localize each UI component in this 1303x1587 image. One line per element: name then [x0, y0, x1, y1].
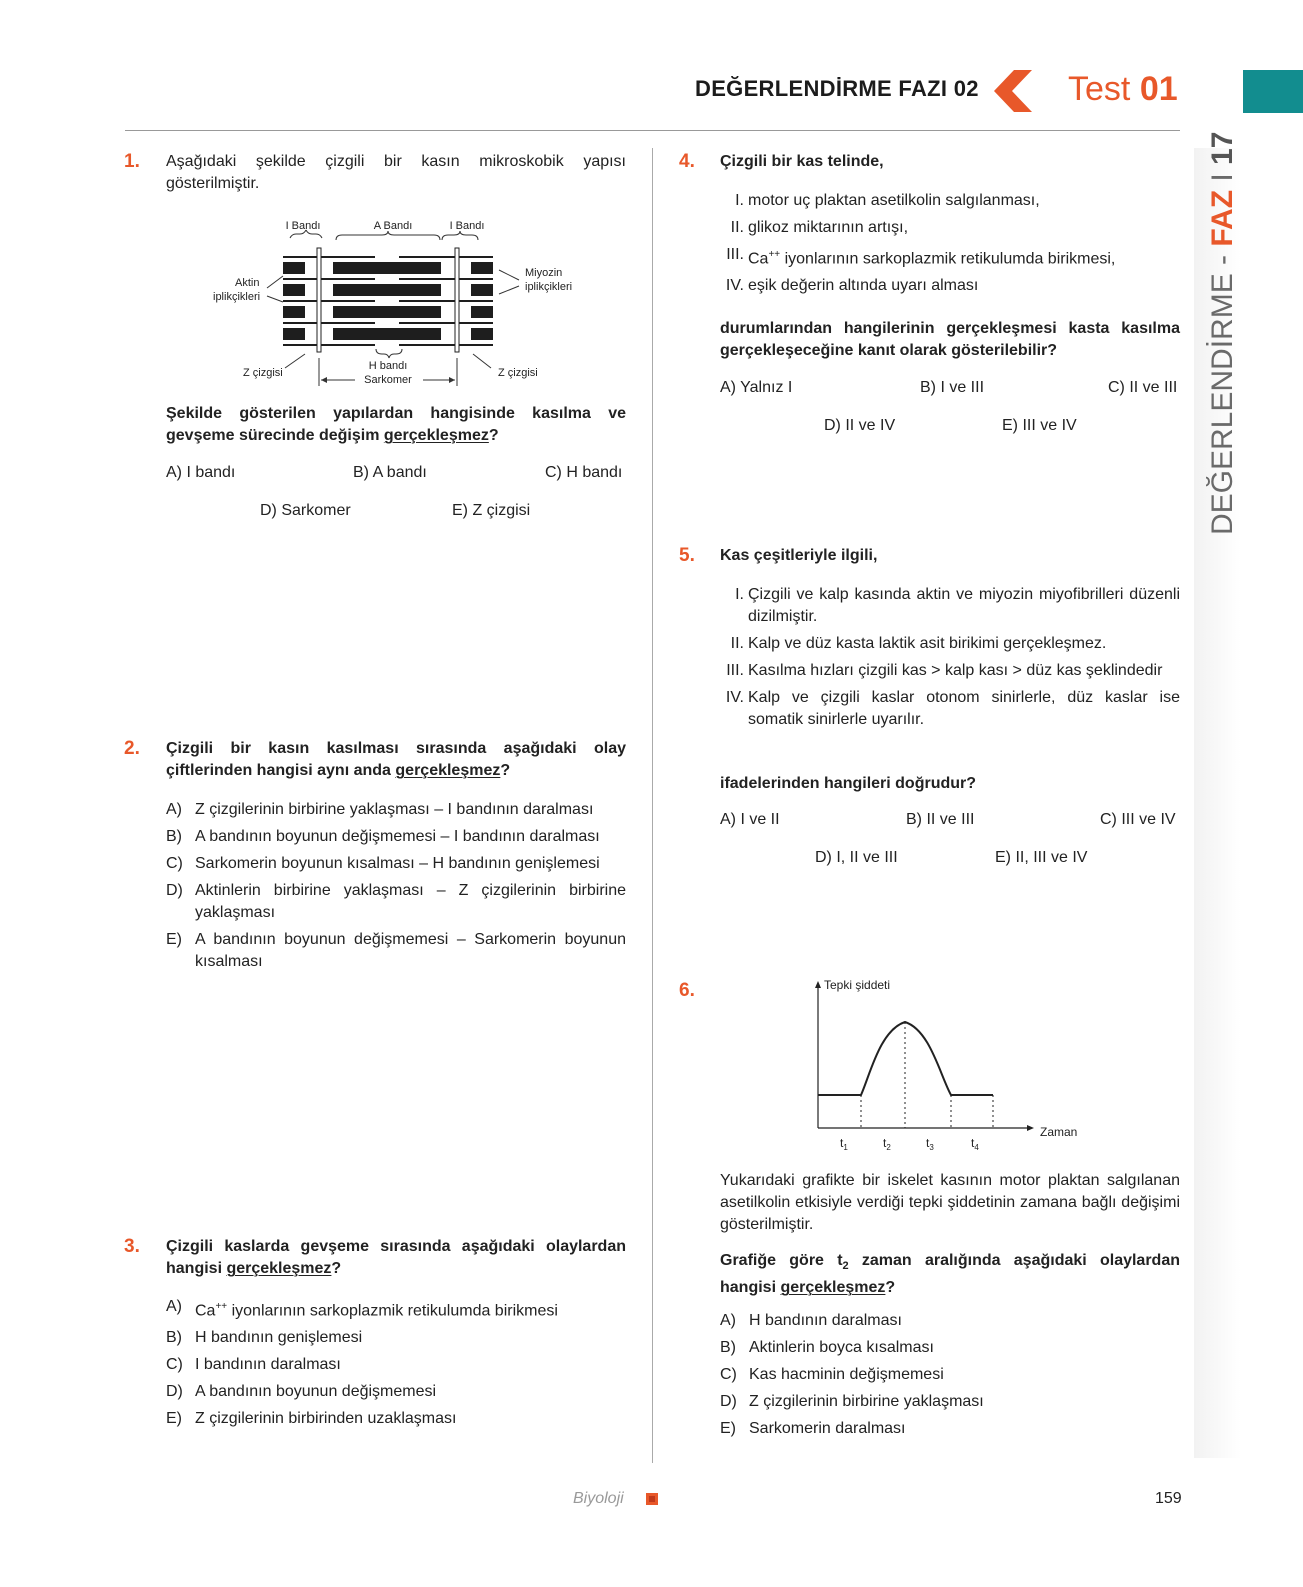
- page-number: 159: [1155, 1490, 1182, 1507]
- option-text-pre: Ca: [195, 1302, 216, 1320]
- option-letter: D): [720, 1393, 737, 1410]
- option-c[interactable]: C) III ve IV: [1100, 811, 1176, 828]
- option-text: A bandının boyunun değişmemesi – Sarkomerin boyunun kısalması: [195, 931, 626, 970]
- statement-text: Çizgili ve kalp kasında aktin ve miyozin miyofibrilleri düzenli dizilmiştir.: [748, 586, 1180, 625]
- statement-item: [720, 244, 1180, 270]
- tick-t4: $t_4$: [971, 1136, 979, 1152]
- question-number: 1.: [124, 151, 140, 172]
- option-letter: A): [720, 1312, 736, 1329]
- option-c[interactable]: [720, 1364, 1180, 1386]
- option-letter: D): [166, 1383, 183, 1401]
- label-miyozin-2: iplikçikleri: [525, 281, 573, 293]
- question-intro: Aşağıdaki şekilde çizgili bir kasın mikroskobik yapısı gösterilmiştir.: [166, 153, 626, 192]
- question-emphasis: gerçekleşmez: [226, 1260, 332, 1277]
- option-e[interactable]: E) III ve IV: [1002, 417, 1077, 434]
- question-text-main: Şekilde gösterilen yapılardan hangisinde kasılma ve gevşeme sürecinde değişim: [166, 405, 626, 444]
- tick-t2: $t_2$: [883, 1136, 891, 1152]
- statement-item: [720, 275, 1180, 297]
- option-letter: E): [720, 1420, 736, 1437]
- graph-y-label: Tepki şiddeti: [824, 978, 891, 992]
- question-text: [720, 1250, 1180, 1299]
- option-text: Z çizgilerinin birbirine yaklaşması – I bandının daralması: [195, 801, 594, 818]
- statement-list: [720, 190, 1180, 302]
- question-text: [166, 1236, 626, 1280]
- option-a[interactable]: [166, 799, 626, 821]
- side-label: [1203, 131, 1243, 535]
- option-d[interactable]: [720, 1391, 1180, 1413]
- option-b[interactable]: B) A bandı: [353, 464, 427, 481]
- tick-t3: $t_3$: [926, 1136, 934, 1152]
- option-e[interactable]: [720, 1418, 1180, 1440]
- question-text: durumlarından hangilerinin gerçekleşmesi kasta kasılma gerçekleşeceğine kanıt olarak gösterilebilir?: [720, 320, 1180, 359]
- option-e[interactable]: [166, 1408, 626, 1430]
- statement-item: [720, 633, 1180, 655]
- statement-text: eşik değerin altında uyarı alması: [748, 277, 979, 295]
- statement-text: motor uç plaktan asetilkolin salgılanması,: [748, 192, 1040, 209]
- statement-text-pre: Ca: [748, 250, 769, 268]
- option-text: Z çizgilerinin birbirine yaklaşması: [749, 1393, 984, 1410]
- option-e[interactable]: [166, 929, 626, 973]
- question-emphasis: gerçekleşmez: [780, 1279, 886, 1297]
- question-number: 3.: [124, 1236, 140, 1257]
- option-letter: E): [166, 931, 182, 948]
- graph-description: Yukarıdaki grafikte bir iskelet kasının motor plaktan salgılanan asetilkolin etkisiyle verdiği tepki şiddetinin zamana bağlı değişimi gösterilmiştir.: [720, 1172, 1180, 1233]
- statement-item: [720, 660, 1180, 682]
- option-a[interactable]: [166, 1296, 626, 1322]
- option-letter: A): [166, 1298, 182, 1315]
- test-label: [1068, 70, 1178, 109]
- option-letter: B): [166, 1329, 182, 1347]
- section-title: DEĞERLENDİRME FAZI 02: [695, 76, 979, 101]
- tick-t1: $t_1$: [840, 1136, 848, 1152]
- label-miyozin-1: Miyozin: [525, 267, 563, 279]
- option-c[interactable]: C) H bandı: [545, 464, 623, 481]
- label-h-band: H bandı: [368, 360, 408, 372]
- sarcomere-diagram: [205, 218, 595, 393]
- option-letter: E): [166, 1410, 182, 1428]
- statement-text: Kalp ve çizgili kaslar otonom sinirlerle, düz kaslar ise somatik sinirlerle uyarılır.: [748, 689, 1180, 728]
- option-e[interactable]: E) II, III ve IV: [995, 849, 1088, 866]
- option-d[interactable]: [166, 880, 626, 924]
- roman-numeral: IV.: [725, 277, 744, 295]
- option-text: Sarkomerin boyunun kısalması – H bandının genişlemesi: [195, 855, 600, 872]
- option-text: I bandının daralması: [195, 1356, 341, 1374]
- option-text: Aktinlerin boyca kısalması: [749, 1339, 934, 1356]
- option-text: A bandının boyunun değişmemesi: [195, 1383, 437, 1401]
- question-number: 2.: [124, 738, 140, 759]
- question-text-a: Grafiğe göre t: [720, 1252, 843, 1269]
- statement-superscript: ++: [768, 249, 781, 260]
- option-d[interactable]: D) I, II ve III: [815, 849, 898, 866]
- statement-item: [720, 217, 1180, 239]
- question-text-main: Çizgili bir kasın kasılması sırasında aşağıdaki olay çiftlerinden hangisi aynı anda: [166, 740, 626, 779]
- statement-list: [720, 584, 1180, 736]
- question-mark: ?: [885, 1279, 896, 1297]
- roman-numeral: IV.: [725, 689, 744, 706]
- roman-numeral: III.: [726, 246, 744, 263]
- statement-item: [720, 687, 1180, 731]
- option-superscript: ++: [215, 1301, 228, 1312]
- label-i-band-right: I Bandı: [449, 220, 485, 232]
- option-b[interactable]: B) II ve III: [906, 811, 975, 828]
- statement-item: [720, 584, 1180, 628]
- option-text: Kas hacminin değişmemesi: [749, 1366, 944, 1383]
- side-separator: I: [1206, 164, 1239, 190]
- statement-text: Kalp ve düz kasta laktik asit birikimi gerçekleşmez.: [748, 635, 1107, 652]
- option-letter: C): [166, 1356, 183, 1374]
- statement-item: [720, 190, 1180, 212]
- label-z-left: Z çizgisi: [243, 367, 283, 379]
- roman-numeral: I.: [735, 586, 744, 603]
- option-text: Aktinlerin birbirine yaklaşması – Z çizgilerinin birbirine yaklaşması: [195, 882, 626, 921]
- statement-text: iyonlarının sarkoplazmik retikulumda birikmesi,: [780, 250, 1116, 268]
- question-text-main: Çizgili kaslarda gevşeme sırasında aşağıdaki olaylardan hangisi: [166, 1238, 626, 1277]
- label-a-band: A Bandı: [373, 220, 413, 232]
- option-b[interactable]: [166, 1327, 626, 1349]
- question-text: ifadelerinden hangileri doğrudur?: [720, 775, 977, 792]
- option-d[interactable]: D) II ve IV: [824, 417, 896, 434]
- option-text: iyonlarının sarkoplazmik retikulumda birikmesi: [227, 1302, 558, 1320]
- test-number: 01: [1139, 70, 1178, 108]
- roman-numeral: III.: [726, 662, 744, 679]
- question-number: 6.: [679, 980, 695, 1001]
- column-divider: [652, 148, 653, 1463]
- option-letter: A): [166, 801, 182, 818]
- option-a[interactable]: A) Yalnız I: [720, 379, 793, 396]
- option-d[interactable]: D) Sarkomer: [260, 502, 351, 519]
- label-i-band-left: I Bandı: [285, 220, 321, 232]
- option-text: Z çizgilerinin birbirinden uzaklaşması: [195, 1410, 457, 1428]
- statement-text: Kasılma hızları çizgili kas > kalp kası > düz kas şeklindedir: [748, 662, 1163, 679]
- option-b[interactable]: [166, 826, 626, 848]
- option-letter: C): [720, 1366, 737, 1383]
- footer-square-icon: [646, 1493, 658, 1505]
- option-text: Sarkomerin daralması: [749, 1420, 906, 1437]
- options-list: [720, 1310, 1180, 1445]
- question-emphasis: gerçekleşmez: [383, 427, 489, 444]
- question-mark: ?: [488, 427, 499, 444]
- test-word: Test: [1068, 70, 1131, 108]
- question-number: 4.: [679, 151, 695, 172]
- side-faz: FAZ: [1206, 189, 1239, 247]
- question-mark: ?: [331, 1260, 342, 1277]
- option-a[interactable]: [720, 1310, 1180, 1332]
- question-text: [166, 403, 626, 447]
- question-subscript: 2: [842, 1260, 849, 1273]
- option-text: H bandının genişlemesi: [195, 1329, 363, 1347]
- options-list: [166, 1296, 626, 1435]
- option-c[interactable]: C) II ve III: [1108, 379, 1178, 396]
- option-letter: B): [720, 1339, 736, 1356]
- question-text-b: zaman aralığında aşağıdaki olaylardan hangisi: [720, 1252, 1181, 1297]
- option-a[interactable]: A) I bandı: [166, 464, 236, 481]
- options-list: [166, 799, 626, 978]
- statement-text: glikoz miktarının artışı,: [748, 219, 909, 236]
- teal-tab: [1243, 70, 1303, 113]
- label-sarkomer: Sarkomer: [364, 374, 412, 386]
- side-page-number: 17: [1206, 131, 1239, 165]
- footer-subject: Biyoloji: [573, 1490, 624, 1507]
- label-aktin-2: iplikçikleri: [213, 291, 261, 303]
- option-text: A bandının boyunun değişmemesi – I bandının daralması: [195, 828, 600, 845]
- chevron-left-icon: [992, 68, 1038, 114]
- response-graph: [800, 975, 1090, 1165]
- option-d[interactable]: [166, 1381, 626, 1403]
- option-c[interactable]: [166, 853, 626, 875]
- roman-numeral: I.: [735, 192, 744, 209]
- option-text: H bandının daralması: [749, 1312, 902, 1329]
- option-letter: D): [166, 882, 183, 899]
- roman-numeral: II.: [730, 219, 744, 236]
- side-label-text: DEĞERLENDİRME -: [1206, 246, 1239, 535]
- option-e[interactable]: E) Z çizgisi: [452, 502, 531, 519]
- option-letter: C): [166, 855, 183, 872]
- header-rule: [125, 130, 1180, 131]
- question-intro: Çizgili bir kas telinde,: [720, 153, 884, 170]
- option-letter: B): [166, 828, 182, 845]
- option-b[interactable]: [720, 1337, 1180, 1359]
- graph-x-label: Zaman: [1040, 1125, 1078, 1139]
- roman-numeral: II.: [730, 635, 744, 652]
- question-mark: ?: [500, 762, 511, 779]
- question-emphasis: gerçekleşmez: [395, 762, 501, 779]
- option-b[interactable]: B) I ve III: [920, 379, 985, 396]
- label-aktin-1: Aktin: [235, 277, 260, 289]
- question-intro: Kas çeşitleriyle ilgili,: [720, 547, 878, 564]
- question-number: 5.: [679, 545, 695, 566]
- label-z-right: Z çizgisi: [498, 367, 538, 379]
- option-a[interactable]: A) I ve II: [720, 811, 780, 828]
- option-c[interactable]: [166, 1354, 626, 1376]
- question-text: [166, 738, 626, 782]
